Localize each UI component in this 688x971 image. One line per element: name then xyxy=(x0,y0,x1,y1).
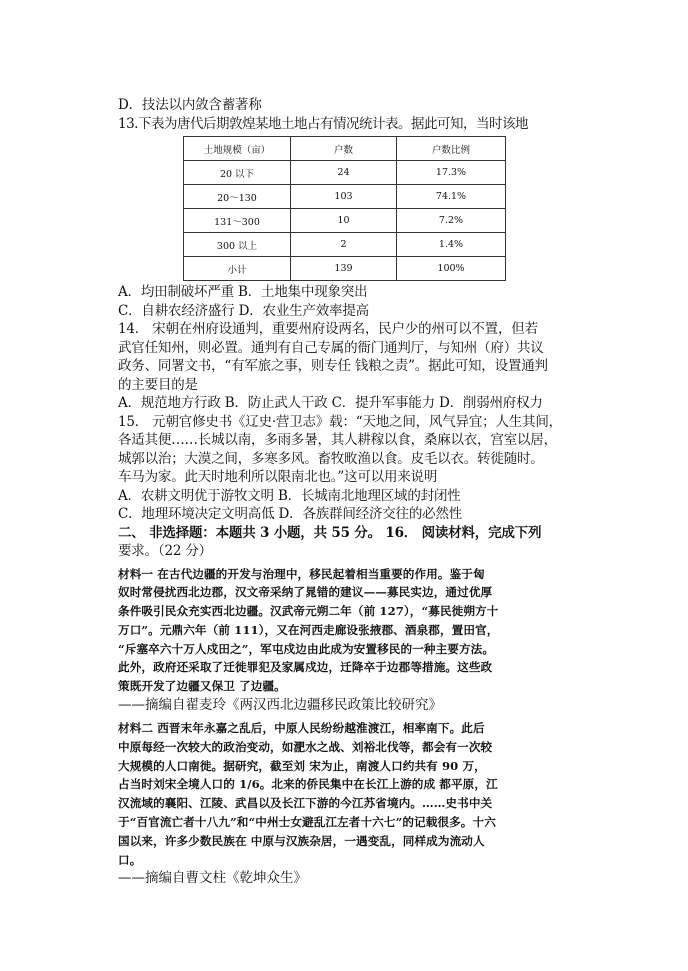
table-cell: 74.1% xyxy=(397,185,506,209)
table-cell: 100% xyxy=(397,257,506,281)
table-row xyxy=(184,161,506,185)
table-cell: 小计 xyxy=(184,257,291,281)
q15-stem-line: 车马为家。此天时地利所以限南北也。”这可以用来说明 xyxy=(118,469,438,485)
material1-line: 万口”。元鼎六年（前 111），又在河西走廊设张掖郡、酒泉郡，置田官， xyxy=(118,622,499,637)
material1-line: 此外，政府还采取了迁徙罪犯及家属戍边，迁降卒于边郡等措施。这些政 xyxy=(118,660,493,675)
table-header-row xyxy=(184,137,506,161)
land-stats-table xyxy=(183,136,506,281)
q12-option-d: D．技法以内敛含蓄著称 xyxy=(118,97,262,113)
table-cell: 139 xyxy=(291,257,397,281)
material2-line: 国以来，许多少数民族在 中原与汉族杂居，一遇变乱，同样成为流动人 xyxy=(118,833,485,848)
table-row xyxy=(184,233,506,257)
material2-line: 中原每经一次较大的政治变动，如淝水之战、刘裕北伐等，都会有一次较 xyxy=(118,739,493,754)
table-cell: 1.4% xyxy=(397,233,506,257)
q15-options-ab: A．农耕文明优于游牧文明 B．长城南北地理区域的封闭性 xyxy=(118,487,461,504)
q14-stem-line: 的主要目的是 xyxy=(118,376,198,393)
table-cell: 131～300 xyxy=(184,209,291,233)
table-cell: 20～130 xyxy=(184,185,291,209)
q13-options-ab: A．均田制破坏严重 B．土地集中现象突出 xyxy=(118,284,368,300)
material1-source: ——摘编自翟麦玲《两汉西北边疆移民政策比较研究》 xyxy=(118,697,442,714)
q14-stem-line: 14． 宋朝在州府设通判，重要州府设两名，民户少的州可以不置，但若 xyxy=(118,321,538,337)
material2-line: 于“百官流亡者十八九”和“中州士女避乱江左者十六七”的记载很多。十六 xyxy=(118,815,496,830)
material1-line: 策既开发了边疆又保卫 了边疆。 xyxy=(118,679,286,694)
material2-line: 占当时刘宋全境人口的 1/6。北来的侨民集中在长江上游的成 都平原，江 xyxy=(118,777,498,792)
q13-options-cd: C．自耕农经济盛行 D．农业生产效率提高 xyxy=(118,302,369,319)
q14-stem-line: 政务、同署文书，“有军旅之事，则专任 钱粮之责”。据此可知，设置通判 xyxy=(118,358,548,374)
material1-line: “斥塞卒六十万人戍田之”，军屯戍边由此成为安置移民的一种主要方法。 xyxy=(118,641,495,656)
q13-stem: 13.下表为唐代后期敦煌某地土地占有情况统计表。据此可知，当时该地 xyxy=(118,115,528,132)
table-cell: 103 xyxy=(291,185,397,209)
q14-stem-line: 武官任知州，则必置。通判有自己专属的衙门通判厅，与知州（府）共议 xyxy=(118,339,544,356)
material2-line: 汉流域的襄阳、江陵、武昌以及长江下游的今江苏省境内。……史书中关 xyxy=(118,796,493,811)
q15-stem-line: 15． 元朝官修史书《辽史·营卫志》载：“天地之间，风气异宜；人生其间， xyxy=(118,413,562,430)
table-cell: 7.2% xyxy=(397,209,506,233)
table-header-cell: 户数 xyxy=(291,137,397,161)
table-cell: 20 以下 xyxy=(184,161,291,185)
material2-line: 材料二 西晋末年永嘉之乱后，中原人民纷纷越淮渡江，相率南下。此后 xyxy=(118,721,485,736)
table-row xyxy=(184,257,506,281)
q15-stem-line: 各适其便……长城以南，多雨多暑，其人耕稼以食，桑麻以衣，宫室以居， xyxy=(118,432,557,448)
material2-line: 口。 xyxy=(118,852,142,867)
table-cell: 17.3% xyxy=(397,161,506,185)
table-header-cell: 户数比例 xyxy=(397,137,506,161)
material1-line: 材料一 在古代边疆的开发与治理中，移民起着相当重要的作用。鉴于匈 xyxy=(118,566,485,581)
table-row xyxy=(184,185,506,209)
section2-requirement: 要求。（22 分） xyxy=(118,543,212,559)
q15-options-cd: C．地理环境决定文明高低 D．各族群间经济交往的必然性 xyxy=(118,506,463,522)
table-cell: 10 xyxy=(291,209,397,233)
section2-heading: 二、 非选择题：本题共 3 小题，共 55 分。 16． 阅读材料，完成下列 xyxy=(118,524,542,541)
table-cell: 300 以上 xyxy=(184,233,291,257)
table-row xyxy=(184,209,506,233)
material2-source: ——摘编自曹文柱《乾坤众生》 xyxy=(118,870,307,887)
material1-line: 条件吸引民众充实西北边疆。汉武帝元朔二年（前 127），“募民徙朔方十 xyxy=(118,604,499,619)
q14-options: A．规范地方行政 B．防止武人干政 C．提升军事能力 D．削弱州府权力 xyxy=(118,395,543,411)
page-content xyxy=(118,96,568,888)
q15-stem-line: 城郭以治；大漠之间，多寒多风。畜牧畋渔以食。皮毛以衣。转徙随时。 xyxy=(118,450,544,467)
material1-line: 奴时常侵扰西北边郡，汉文帝采纳了晁错的建议——募民实边，通过优厚 xyxy=(118,585,493,600)
table-cell: 2 xyxy=(291,233,397,257)
table-cell: 24 xyxy=(291,161,397,185)
table-header-cell: 土地规模（亩） xyxy=(184,137,291,161)
material2-line: 大规模的人口南徙。据研究，截至刘 宋为止，南渡人口约共有 90 万， xyxy=(118,758,486,773)
